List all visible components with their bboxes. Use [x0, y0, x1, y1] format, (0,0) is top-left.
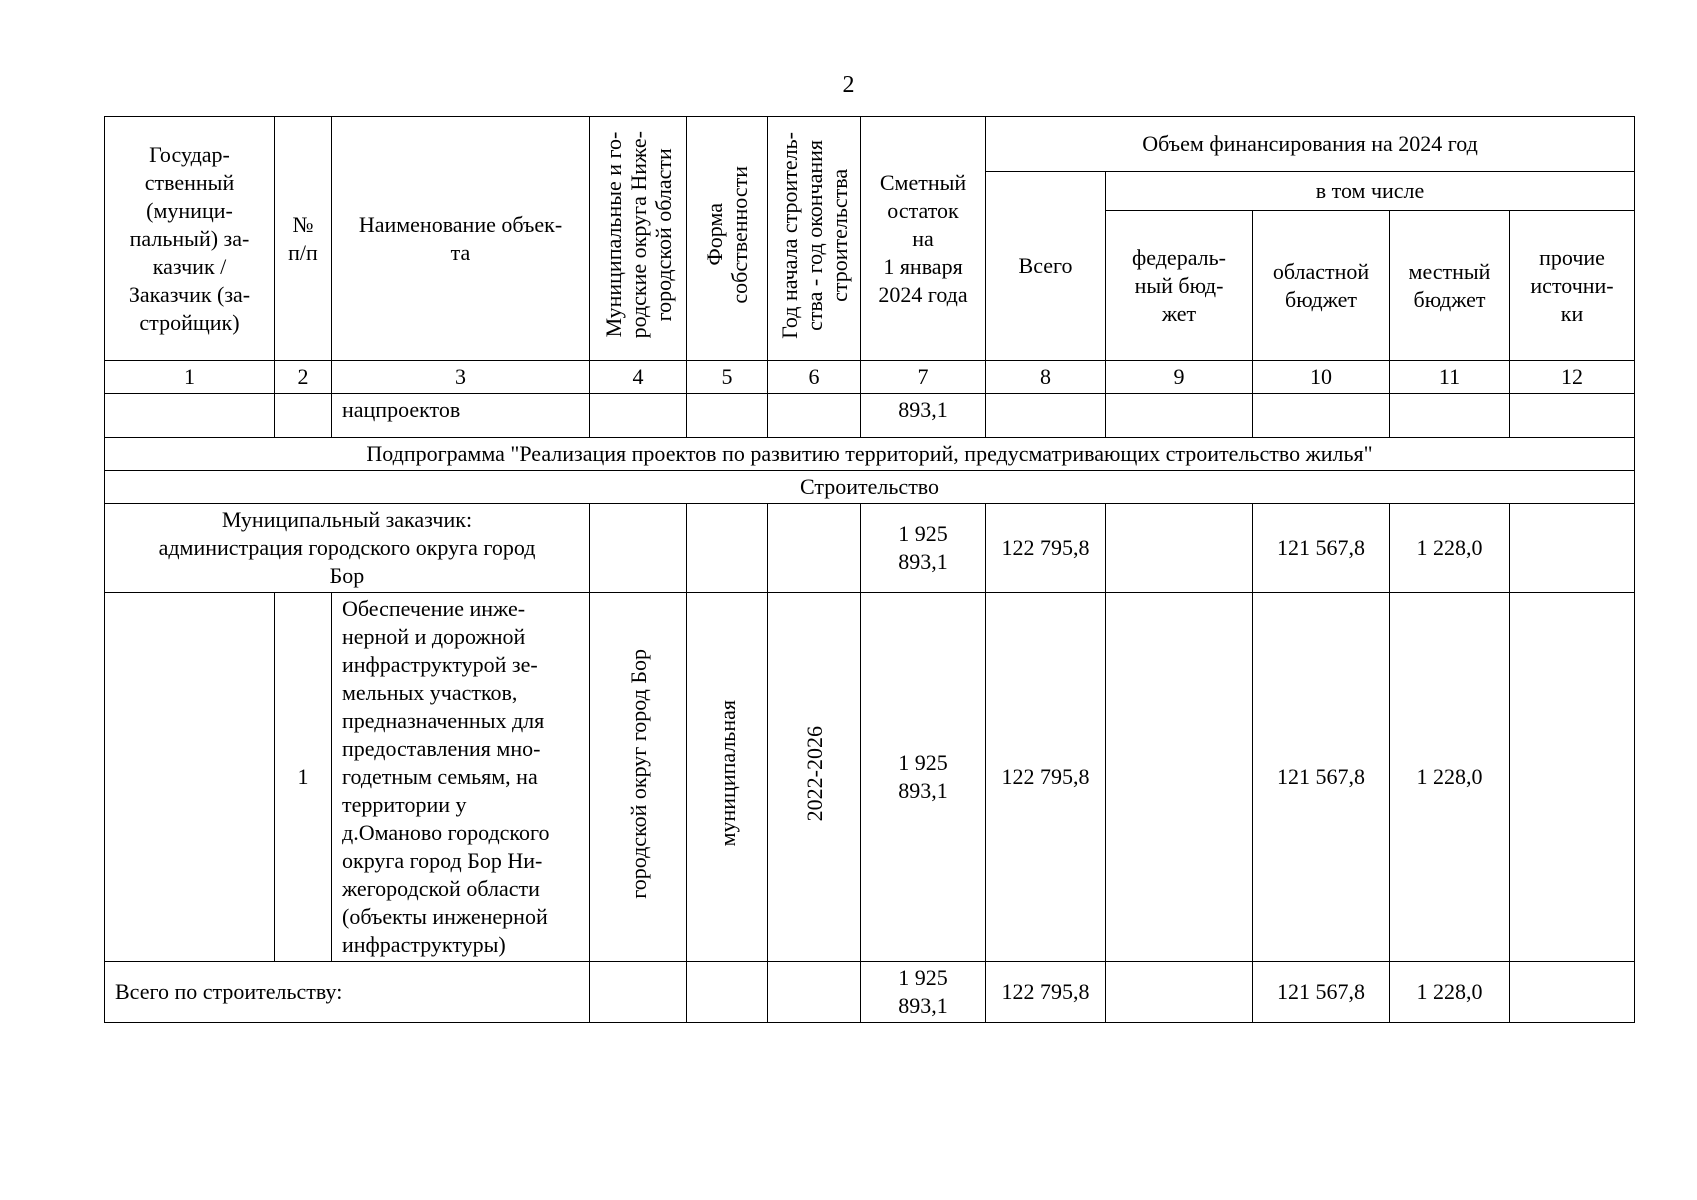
- object-name-cell: Обеспечение инже- нерной и дорожной инфраструктурой зе- мельных участков, предназначенных для предоставления мно- годетным семьям, на территории у д.Оманово городского округа город Бор Ни- жегородской области (объекты инженерной инфраструктуры): [332, 593, 590, 962]
- header-object-name: Наименование объек- та: [332, 117, 590, 361]
- ownership-cell: муниципальная: [687, 593, 768, 962]
- local-cell: 1 228,0: [1390, 962, 1510, 1023]
- total-label-cell: Всего по строительству:: [105, 962, 590, 1023]
- page-number: 2: [842, 72, 855, 98]
- header-regional: областной бюджет: [1253, 211, 1390, 361]
- header-including: в том числе: [1106, 172, 1635, 211]
- column-number: 1: [105, 361, 275, 394]
- estimate-cell: 1 925 893,1: [861, 504, 986, 593]
- total-cell: 122 795,8: [986, 504, 1106, 593]
- local-cell: 1 228,0: [1390, 504, 1510, 593]
- table-row: [105, 504, 1635, 593]
- header-local: местный бюджет: [1390, 211, 1510, 361]
- local-cell: 1 228,0: [1390, 593, 1510, 962]
- total-cell: 122 795,8: [986, 593, 1106, 962]
- row-number-cell: 1: [275, 593, 332, 962]
- federal-cell: [1106, 593, 1253, 962]
- federal-cell: [1106, 962, 1253, 1023]
- header-ownership: Форма собственности: [687, 117, 768, 361]
- object-name-cell: нацпроектов: [332, 394, 590, 438]
- other-cell: [1510, 504, 1635, 593]
- column-number: 7: [861, 361, 986, 394]
- years-cell: 2022-2026: [768, 593, 861, 962]
- column-number: 9: [1106, 361, 1253, 394]
- regional-cell: 121 567,8: [1253, 962, 1390, 1023]
- header-federal: федераль- ный бюд- жет: [1106, 211, 1253, 361]
- column-number: 6: [768, 361, 861, 394]
- regional-cell: 121 567,8: [1253, 504, 1390, 593]
- column-number: 4: [590, 361, 687, 394]
- header-total: Всего: [986, 172, 1106, 361]
- estimate-cell: 893,1: [861, 394, 986, 438]
- other-cell: [1510, 593, 1635, 962]
- municipality-cell: городской округ город Бор: [590, 593, 687, 962]
- regional-cell: 121 567,8: [1253, 593, 1390, 962]
- column-number: 8: [986, 361, 1106, 394]
- column-number-row: [105, 361, 1635, 394]
- header-estimate: Сметный остаток на 1 января 2024 года: [861, 117, 986, 361]
- header-other: прочие источни- ки: [1510, 211, 1635, 361]
- column-number: 5: [687, 361, 768, 394]
- subprogram-heading: Подпрограмма "Реализация проектов по развитию территорий, предусматривающих строительство жилья": [105, 438, 1635, 471]
- header-financing: Объем финансирования на 2024 год: [986, 117, 1635, 172]
- header-number: № п/п: [275, 117, 332, 361]
- header-customer: Государ- ственный (муници- пальный) за- казчик / Заказчик (за- стройщик): [105, 117, 275, 361]
- column-number: 10: [1253, 361, 1390, 394]
- table-row: [105, 394, 1635, 438]
- customer-cell: Муниципальный заказчик: администрация городского округа город Бор: [105, 504, 590, 593]
- estimate-cell: 1 925 893,1: [861, 593, 986, 962]
- financing-table: [104, 116, 1635, 1023]
- header-years: Год начала строитель- ства - год окончания строительства: [768, 117, 861, 361]
- estimate-cell: 1 925 893,1: [861, 962, 986, 1023]
- column-number: 2: [275, 361, 332, 394]
- table-row: [105, 593, 1635, 962]
- column-number: 3: [332, 361, 590, 394]
- column-number: 12: [1510, 361, 1635, 394]
- header-municipality: Муниципальные и го- родские округа Ниже- городской области: [590, 117, 687, 361]
- total-cell: 122 795,8: [986, 962, 1106, 1023]
- column-number: 11: [1390, 361, 1510, 394]
- other-cell: [1510, 962, 1635, 1023]
- section-heading: Строительство: [105, 471, 1635, 504]
- federal-cell: [1106, 504, 1253, 593]
- table-row: [105, 962, 1635, 1023]
